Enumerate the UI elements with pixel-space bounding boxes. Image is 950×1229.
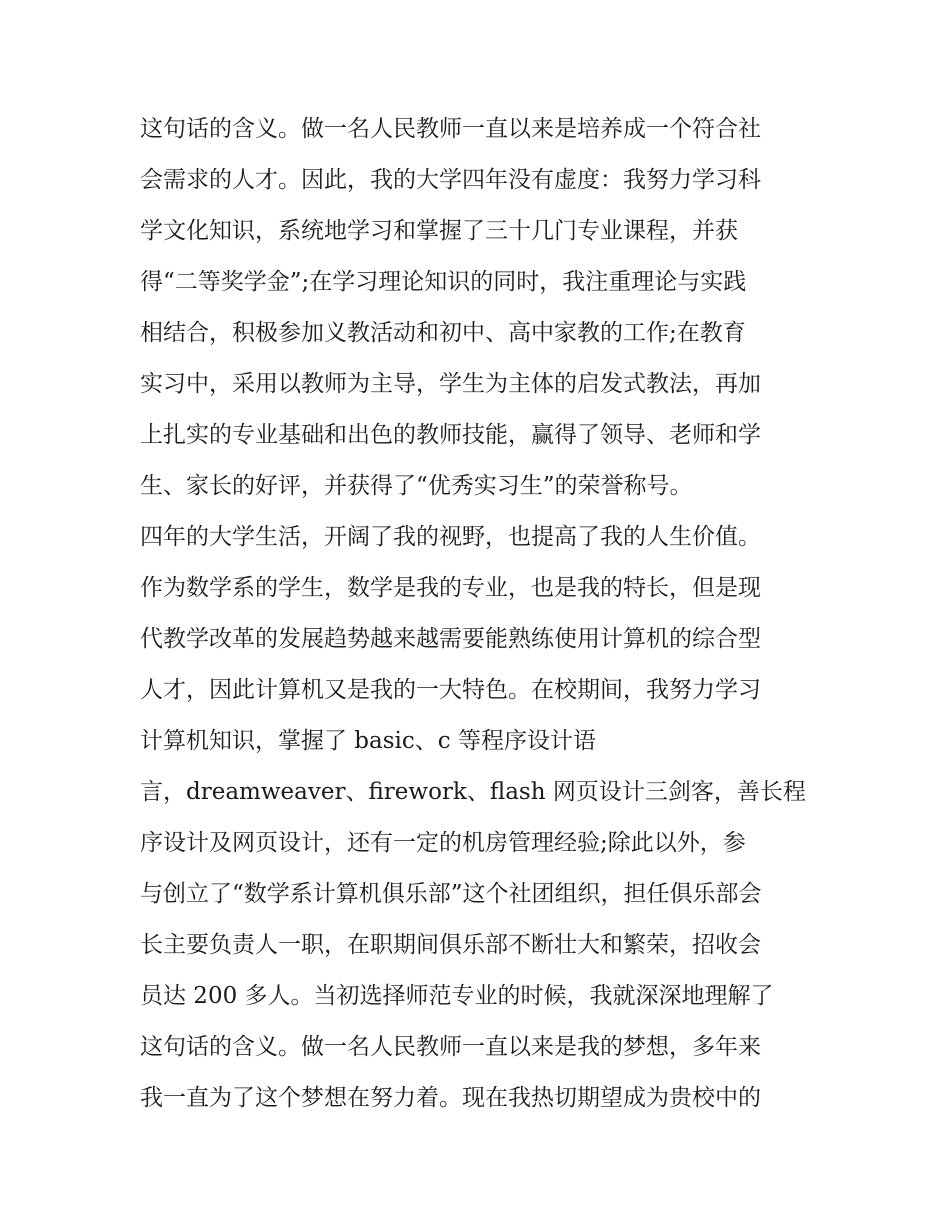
text-line: 相结合，积极参加义教活动和初中、高中家教的工作;在教育 [140, 320, 746, 346]
text-line: 实习中，采用以教师为主导，学生为主体的启发式教法，再加 [140, 371, 761, 397]
text-line: 这句话的含义。做一名人民教师一直以来是培养成一个符合社 [140, 116, 761, 142]
body-text [140, 104, 820, 1124]
text-line: 序设计及网页设计，还有一定的机房管理经验;除此以外，参 [140, 830, 746, 856]
text-line: 得“二等奖学金”;在学习理论知识的同时，我注重理论与实践 [140, 269, 747, 295]
text-line: 我一直为了这个梦想在努力着。现在我热切期望成为贵校中的 [140, 1085, 761, 1111]
text-line: 四年的大学生活，开阔了我的视野，也提高了我的人生价值。 [140, 524, 761, 550]
text-line: 人才，因此计算机又是我的一大特色。在校期间，我努力学习 [140, 677, 761, 703]
text-line: 上扎实的专业基础和出色的教师技能，赢得了领导、老师和学 [140, 422, 761, 448]
text-line: 作为数学系的学生，数学是我的专业，也是我的特长，但是现 [140, 575, 761, 601]
text-line: 计算机知识，掌握了 basic、c 等程序设计语 [140, 728, 596, 754]
text-line: 代教学改革的发展趋势越来越需要能熟练使用计算机的综合型 [140, 626, 761, 652]
text-line: 与创立了“数学系计算机俱乐部”这个社团组织，担任俱乐部会 [140, 881, 762, 907]
text-line: 员达 200 多人。当初选择师范专业的时候，我就深深地理解了 [140, 983, 774, 1009]
text-line: 会需求的人才。因此，我的大学四年没有虚度：我努力学习科 [140, 167, 761, 193]
text-line: 长主要负责人一职，在职期间俱乐部不断壮大和繁荣，招收会 [140, 932, 761, 958]
text-line: 言，dreamweaver、firework、flash 网页设计三剑客，善长程 [140, 779, 806, 805]
text-line: 学文化知识，系统地学习和掌握了三十几门专业课程，并获 [140, 218, 738, 244]
text-line: 生、家长的好评，并获得了“优秀实习生”的荣誉称号。 [140, 473, 693, 499]
text-line: 这句话的含义。做一名人民教师一直以来是我的梦想，多年来 [140, 1034, 761, 1060]
